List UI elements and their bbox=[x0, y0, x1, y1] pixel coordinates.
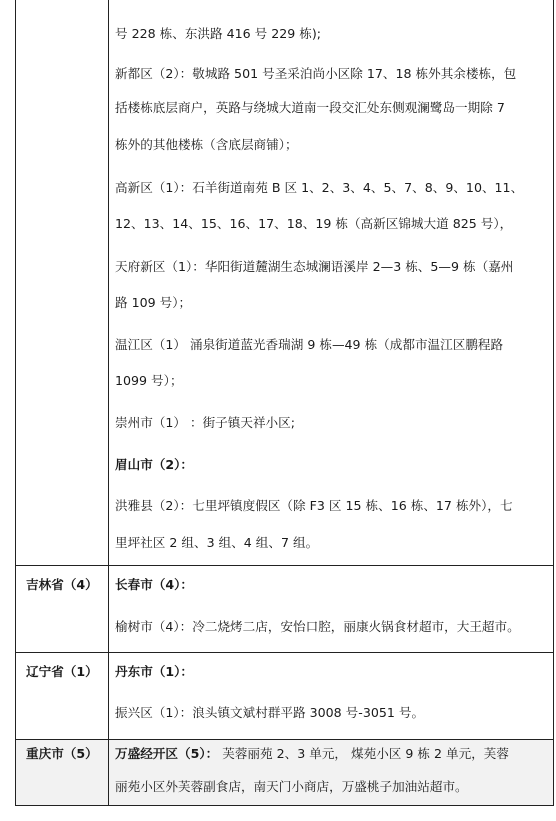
city-heading: 丹东市（1）： bbox=[115, 664, 194, 679]
body-text-line: 天府新区（1）：华阳街道麓湖生态城澜语溪岸 2—3 栋、5—9 栋（嘉州 bbox=[115, 259, 514, 274]
body-text-line: 振兴区（1）：浪头镇文斌村群平路 3008 号-3051 号。 bbox=[115, 705, 425, 720]
province-jilin: 吉林省（4） bbox=[26, 577, 98, 592]
body-text-line: 括楼栋底层商户，英路与绕城大道南一段交汇处东侧观澜鹭岛一期除 7 bbox=[115, 100, 505, 115]
row-divider-chongqing bbox=[15, 739, 554, 740]
body-text-line: 温江区（1） 涌泉街道蓝光香瑞湖 9 栋—49 栋（成都市温江区鹏程路 bbox=[115, 337, 504, 352]
body-text-line: 12、13、14、15、16、17、18、19 栋（高新区锦城大道 825 号）， bbox=[115, 216, 513, 231]
province-liaoning: 辽宁省（1） bbox=[26, 664, 98, 679]
body-text-line: 丽苑小区外芙蓉副食店，南天门小商店，万盛桃子加油站超市。 bbox=[115, 779, 468, 794]
body-text-line: 1099 号）； bbox=[115, 373, 183, 388]
body-text-line: 洪雅县（2）：七里坪镇度假区（除 F3 区 15 栋、16 栋、17 栋外），七 bbox=[115, 498, 513, 513]
body-text-line: 榆树市（4）：冷二烧烤二店，安怡口腔，丽康火锅食材超市，大王超市。 bbox=[115, 619, 520, 634]
body-text-line: 新都区（2）：敬城路 501 号圣采泊尚小区除 17、18 栋外其余楼栋，包 bbox=[115, 66, 517, 81]
body-text-line: 栋外的其他楼栋（含底层商铺）； bbox=[115, 137, 298, 152]
body-text-line: 号 228 栋、东洪路 416 号 229 栋); bbox=[115, 26, 322, 41]
body-text-span: 芙蓉丽苑 2、3 单元， 煤苑小区 9 栋 2 单元，芙蓉 bbox=[218, 746, 509, 761]
table-border-middle bbox=[108, 0, 109, 806]
table-border-right bbox=[553, 0, 554, 806]
row-divider-jilin bbox=[15, 565, 554, 566]
row-divider-liaoning bbox=[15, 652, 554, 653]
province-chongqing: 重庆市（5） bbox=[26, 746, 98, 761]
body-text-line: 路 109 号）； bbox=[115, 295, 192, 310]
table-border-left bbox=[15, 0, 16, 806]
table-border-bottom bbox=[15, 805, 554, 806]
chongqing-line-1 bbox=[115, 746, 509, 762]
body-text-line: 高新区（1）：石羊街道南苑 B 区 1、2、3、4、5、7、8、9、10、11、 bbox=[115, 180, 524, 195]
city-heading: 眉山市（2）： bbox=[115, 457, 194, 472]
body-text-line: 崇州市（1） ：街子镇天祥小区; bbox=[115, 415, 295, 430]
city-heading: 长春市（4）： bbox=[115, 577, 194, 592]
body-text-line: 里坪社区 2 组、3 组、4 组、7 组。 bbox=[115, 535, 319, 550]
district-heading: 万盛经开区（5）： bbox=[115, 746, 219, 761]
